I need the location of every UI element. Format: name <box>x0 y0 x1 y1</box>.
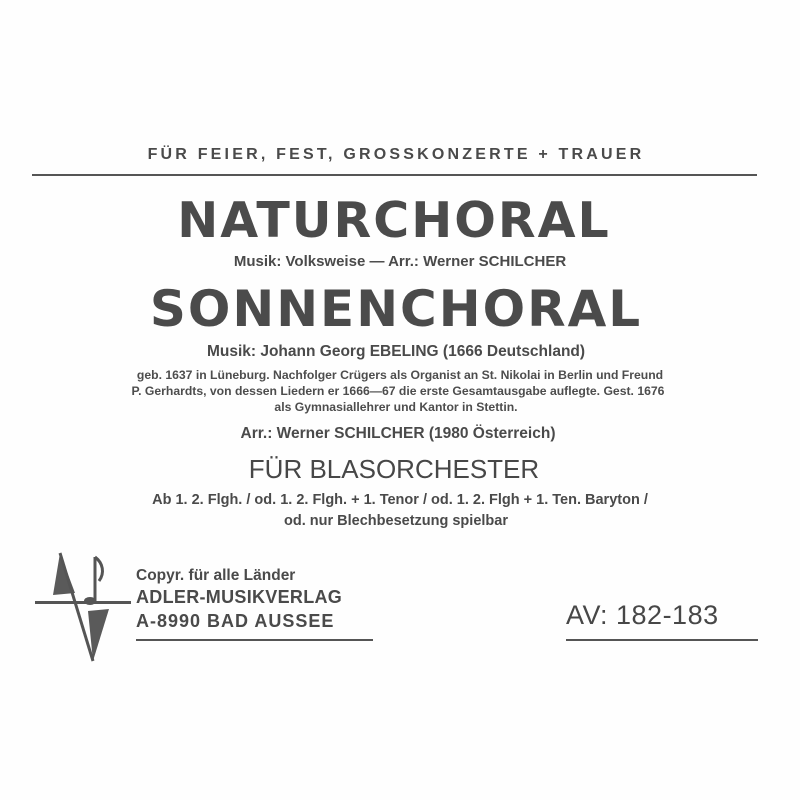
adler-musikverlag-logo-icon <box>33 545 133 665</box>
catalog-number: AV: 182-183 <box>566 600 719 630</box>
credits-sonnenchoral: Musik: Johann Georg EBELING (1666 Deutschland) <box>206 343 586 360</box>
composer-bio-line: als Gymnasiallehrer und Kantor in Stettin. <box>274 400 518 414</box>
title-sonnenchoral: SONNENCHORAL <box>149 280 643 338</box>
instrumentation-heading: FÜR BLASORCHESTER <box>248 454 540 484</box>
composer-bio-line: P. Gerhardts, von dessen Liedern er 1666—67 die erste Gesamtausgabe auflegte. Gest. 1676 <box>131 384 665 398</box>
composer-bio-line: geb. 1637 in Lüneburg. Nachfolger Crügers als Organist an St. Nikolai in Berlin und Freund <box>136 368 664 382</box>
arranger-credit: Arr.: Werner SCHILCHER (1980 Österreich) <box>240 425 556 442</box>
instrumentation-detail: od. nur Blechbesetzung spielbar <box>284 513 508 529</box>
copyright-notice: Copyr. für alle Länder <box>136 567 296 584</box>
title-naturchoral: NATURCHORAL <box>177 192 611 249</box>
publisher-block <box>136 566 342 633</box>
publisher-underline <box>136 639 373 641</box>
publisher-name: ADLER-MUSIKVERLAG <box>136 587 343 607</box>
catalog-underline <box>566 639 758 641</box>
credits-naturchoral: Musik: Volksweise — Arr.: Werner SCHILCHER <box>233 253 567 270</box>
publisher-address: A-8990 BAD AUSSEE <box>136 611 335 631</box>
instrumentation-detail: Ab 1. 2. Flgh. / od. 1. 2. Flgh. + 1. Tenor / od. 1. 2. Flgh + 1. Ten. Baryton / <box>152 492 648 508</box>
occasion-header: FÜR FEIER, FEST, GROSSKONZERTE + TRAUER <box>147 146 645 163</box>
header-divider <box>32 174 757 176</box>
